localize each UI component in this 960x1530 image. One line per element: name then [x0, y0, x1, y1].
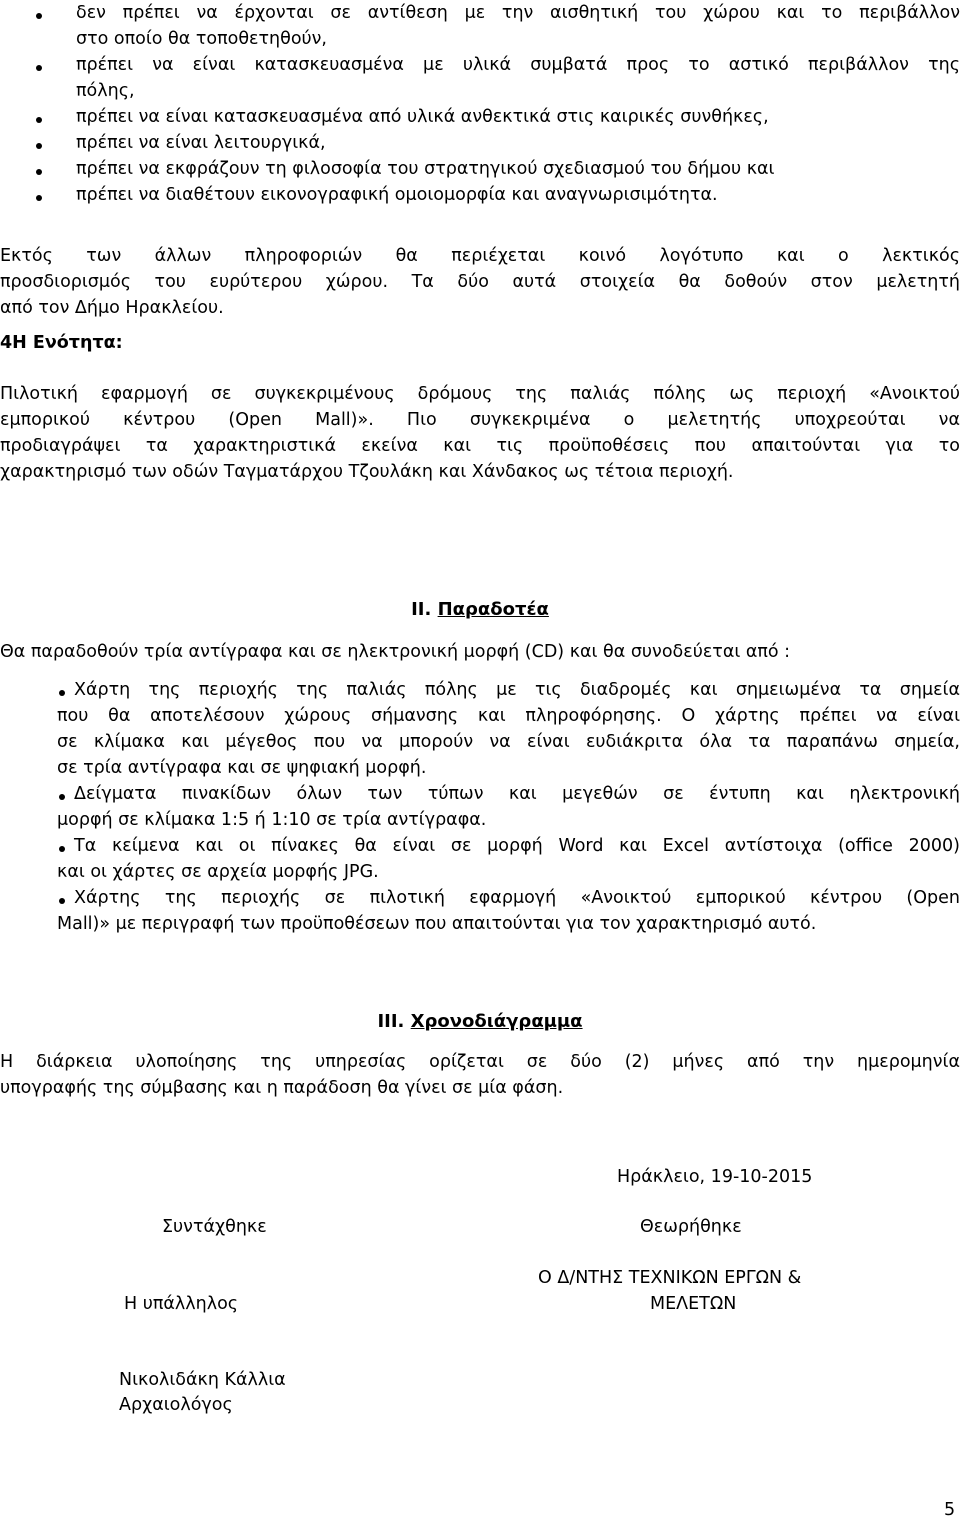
signature-left-label: Συντάχθηκε	[162, 1217, 267, 1237]
deliverable-1-line-2: που θα αποτελέσουν χώρους σήμανσης και πληροφόρησης. Ο χάρτης πρέπει να είναι	[57, 706, 960, 726]
bullet-icon	[59, 898, 65, 904]
deliverable-4-line-1: Χάρτης της περιοχής σε πιλοτική εφαρμογή «Ανοικτού εμπορικού κέντρου (Open	[74, 888, 960, 908]
heading-schedule-num: ΙΙΙ.	[377, 1011, 405, 1032]
signer-title: Αρχαιολόγος	[119, 1395, 233, 1415]
bullet-2-line-2: πόλης,	[76, 81, 135, 101]
para1-line-2: προσδιορισμός του ευρύτερου χώρου. Τα δύο αυτά στοιχεία θα δοθούν στον μελετητή	[0, 272, 960, 292]
heading-deliverables	[0, 597, 960, 623]
bullet-icon	[36, 195, 42, 201]
bullet-icon	[59, 690, 65, 696]
heading-deliverables-text: Παραδοτέα	[437, 599, 549, 620]
bullet-icon	[36, 117, 42, 123]
heading-schedule	[0, 1009, 960, 1035]
para1-line-1: Εκτός των άλλων πληροφοριών θα περιέχεται κοινό λογότυπο και ο λεκτικός	[0, 246, 960, 266]
page-number: 5	[944, 1500, 956, 1520]
para2-line-4: χαρακτηρισμό των οδών Ταγματάρχου Τζουλάκη και Χάνδακος ως τέτοια περιοχή.	[0, 462, 734, 482]
para1-line-3: από τον Δήμο Ηρακλείου.	[0, 298, 224, 318]
bullet-icon	[59, 846, 65, 852]
para4-line-2: υπογραφής της σύμβασης και η παράδοση θα γίνει σε μία φάση.	[0, 1078, 564, 1098]
bullet-5: πρέπει να εκφράζουν τη φιλοσοφία του στρατηγικού σχεδιασμού του δήμου και	[76, 159, 775, 179]
signer-name: Νικολιδάκη Κάλλια	[119, 1370, 286, 1390]
signature-left-role: Η υπάλληλος	[124, 1294, 239, 1314]
bullet-icon	[36, 65, 42, 71]
heading-schedule-text: Χρονοδιάγραμμα	[410, 1011, 583, 1032]
deliverable-2-line-2: μορφή σε κλίμακα 1:5 ή 1:10 σε τρία αντίγραφα.	[57, 810, 487, 830]
deliverable-4-line-2: Mall)» με περιγραφή των προϋποθέσεων που απαιτούνται για τον χαρακτηρισμό αυτό.	[57, 914, 817, 934]
para2-line-1: Πιλοτική εφαρμογή σε συγκεκριμένους δρόμους της παλιάς πόλης ως περιοχή «Ανοικτού	[0, 384, 960, 404]
deliverable-2-line-1: Δείγματα πινακίδων όλων των τύπων και μεγεθών σε έντυπη και ηλεκτρονική	[74, 784, 960, 804]
bullet-icon	[59, 794, 65, 800]
para2-line-2: εμπορικού κέντρου (Open Mall)». Πιο συγκεκριμένα ο μελετητής υποχρεούται να	[0, 410, 960, 430]
place-date: Ηράκλειο, 19-10-2015	[617, 1167, 813, 1187]
deliverable-1-line-3: σε κλίμακα και μέγεθος που να μπορούν να είναι ευδιάκριτα όλα τα παραπάνω σημεία,	[57, 732, 960, 752]
bullet-1-line-2: στο οποίο θα τοποθετηθούν,	[76, 29, 327, 49]
heading-deliverables-num: ΙΙ.	[411, 599, 432, 620]
deliverable-3-line-2: και οι χάρτες σε αρχεία μορφής JPG.	[57, 862, 379, 882]
bullet-3: πρέπει να είναι κατασκευασμένα από υλικά ανθεκτικά στις καιρικές συνθήκες,	[76, 107, 769, 127]
deliverable-1-line-4: σε τρία αντίγραφα και σε ψηφιακή μορφή.	[57, 758, 427, 778]
signature-right-role-1: Ο Δ/ΝΤΗΣ ΤΕΧΝΙΚΩΝ ΕΡΓΩΝ &	[538, 1268, 802, 1288]
signature-right-label: Θεωρήθηκε	[640, 1217, 742, 1237]
para2-line-3: προδιαγράψει τα χαρακτηριστικά εκείνα και τις προϋποθέσεις που απαιτούνται για το	[0, 436, 960, 456]
para3: Θα παραδοθούν τρία αντίγραφα και σε ηλεκτρονική μορφή (CD) και θα συνοδεύεται από :	[0, 642, 791, 662]
bullet-4: πρέπει να είναι λειτουργικά,	[76, 133, 326, 153]
deliverable-1-line-1: Χάρτη της περιοχής της παλιάς πόλης με τις διαδρομές και σημειωμένα τα σημεία	[74, 680, 960, 700]
bullet-2-line-1: πρέπει να είναι κατασκευασμένα με υλικά συμβατά προς το αστικό περιβάλλον της	[76, 55, 960, 75]
section-4-title: 4Η Ενότητα:	[0, 333, 123, 353]
bullet-icon	[36, 169, 42, 175]
signature-right-role-2: ΜΕΛΕΤΩΝ	[650, 1294, 737, 1314]
bullet-icon	[36, 13, 42, 19]
bullet-1-line-1: δεν πρέπει να έρχονται σε αντίθεση με την αισθητική του χώρου και το περιβάλλον	[76, 3, 960, 23]
bullet-icon	[36, 143, 42, 149]
bullet-6: πρέπει να διαθέτουν εικονογραφική ομοιομορφία και αναγνωρισιμότητα.	[76, 185, 718, 205]
para4-line-1: Η διάρκεια υλοποίησης της υπηρεσίας ορίζεται σε δύο (2) μήνες από την ημερομηνία	[0, 1052, 960, 1072]
deliverable-3-line-1: Τα κείμενα και οι πίνακες θα είναι σε μορφή Word και Excel αντίστοιχα (office 2000)	[74, 836, 960, 856]
